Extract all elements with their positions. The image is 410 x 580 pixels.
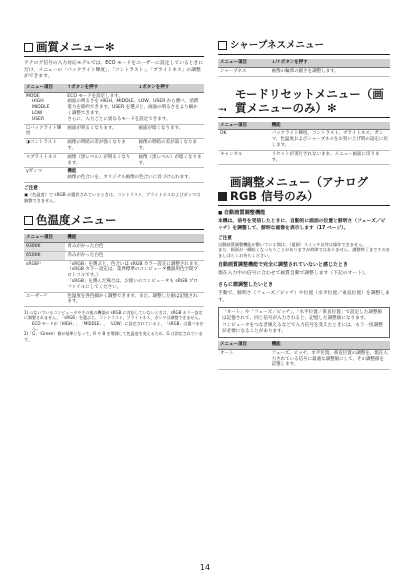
further-heading: さらに微調整したいとき — [218, 281, 274, 288]
table-header-row: メニュー項目 機能 — [24, 234, 204, 242]
gamma-icon: γ — [26, 169, 29, 175]
table-header-row: メニュー項目 ↑ボタンを押す ↓ボタンを押す — [24, 84, 204, 92]
brightness-icon: ☼ — [26, 154, 31, 160]
left-column — [24, 40, 204, 342]
color-temp-table — [24, 234, 204, 307]
table-row: キャンセル リセットが実行されないまま、メニュー画面に戻ります。 — [218, 150, 390, 165]
incomplete-text: 現在入力中の信号に合わせて画質自動で調整します（下記のオート）。 — [218, 271, 370, 277]
sharpness-menu-icon — [218, 41, 227, 50]
picture-menu-icon — [24, 43, 33, 52]
adjust-menu-icon — [218, 192, 227, 201]
picture-note-heading: ご注意 — [24, 185, 38, 191]
table-row: シャープネス 画像の輪郭の鋭さを調整します。 — [218, 67, 390, 76]
sharpness-table — [218, 59, 390, 77]
table-row: MODE HIGH MIDDLE LOW USER ECO モードを設定します。 画面の明るさを HIGH、MIDDLE、LOW、USER から選べ、消費電力を節約できます。USER を選ぶと、画面の明るさをより細かく調整できます。 さらに、入力ごとに異なるモードを設定できます。 — [24, 92, 204, 124]
mode-reset-menu-title: →◂ モードリセットメニュー（画質メニューのみ）✻ — [218, 87, 390, 118]
table-header-row: メニュー項目 機能 — [218, 341, 390, 349]
picture-menu-title: 画質メニュー✻ — [24, 40, 204, 57]
reset-arrows-icon: →◂ — [218, 105, 227, 113]
adjust-note-heading: ご注意 — [218, 235, 232, 241]
contrast-icon: ◑ — [26, 140, 30, 146]
table-row: ユーザー²⁾ 色温度を各色細かく調整できます。また、調整した値は記憶されます。 — [24, 292, 204, 307]
memory-info-box: 「オート」や「フェーズ／ピッチ」、「水平位置／垂直位置」で設定した調整値は記憶されて、同じ信号が入力されると、記憶した調整値になります。 コンピュータをつなぎ換えるなどで入力信号を変えたときには、もう一度調整が必要になることがあります。 — [218, 307, 390, 338]
sharpness-menu-title: シャープネスメニュー — [218, 40, 390, 55]
color-temp-icon: ▣ — [24, 191, 28, 197]
table-row: オート フェーズ、ピッチ、水平位置、垂直位置の調整を、現在入力されている信号に最適な調整値にして、その調整値を記憶します。 — [218, 349, 390, 369]
auto-adjust-text: 本機は、信号を受信したときに、自動的に画面の位置と鮮明さ（フェーズ／ピッチ）を調整して、鮮明な画像を表示します（17 ページ）。 — [218, 219, 386, 231]
table-header-row: メニュー項目 ↓/↑ボタンを押す — [218, 59, 390, 67]
page-number: 14 — [199, 563, 211, 572]
right-column — [218, 40, 390, 373]
table-row: sRGB¹⁾ 「sRGB」を選ぶと、色合いは sRGB カラー設定に調整されます。（sRGB カラー設定は、業界標準のコンピュータ機器用色空間プロトコルです。） 「sRGB」を選んだ場合は、お使いのコンピュータも sRGB プロファイルにしてください。 — [24, 260, 204, 292]
backlight-icon: ☐ — [26, 125, 31, 131]
table-row: ☼ブライトネス 画像（黒レベル）が明るくなります。 画像（黒レベル）が暗くなります。 — [24, 153, 204, 168]
color-temp-menu-icon — [24, 216, 33, 225]
auto-adjust-heading: ■ 自動画質調整機能 — [218, 210, 390, 217]
table-row: ◑コントラスト 画像の明暗の差が強くなります。 画像の明暗の差が弱くなります。 — [24, 139, 204, 154]
adjust-table — [218, 341, 390, 370]
table-row: OK バックライト輝度、コントラスト、ブライトネス、ガンマ、色温度およびシャープネスをお買い上げ時の設定に戻します。 — [218, 130, 390, 150]
color-temp-footnotes: 1) つないでいるコンピュータやその他の機器が sRGB に対応していないときは、sRGB カラー設定に調整されません。「sRGB」を選ぶと、コントラスト、ブライトネス、ガンマは調整できません。 ECO モードが「HIGH」、「MIDDLE」、「LOW」に設定されていると、「sRGB」は選べません。 2)「G」（Green）値が基準となって、R や B を増減して色温度を変えるため、G は固定されています。 — [24, 310, 204, 342]
picture-note: ▣（色温度）で sRGB が選択されているときは、コントラスト、ブライトネスおよびガンマは調整できません。 — [24, 191, 201, 203]
incomplete-heading: 自動画質調整機能で完全に調整されていないと感じたとき — [218, 262, 349, 269]
table-row: γガンマ 機能 画像の色合いを、オリジナル画像の色合いに近づけられます。 — [24, 168, 204, 183]
adjust-note: 自動画質調整機能が動いている間は、（電源）スイッチ以外は操作できません。 また、画面が一瞬暗くなったりことがありますが故障ではありません。調整終了までそのまましばらくお待ちください。 — [218, 241, 390, 258]
table-row: 9300K 青みがかった白色 — [24, 242, 204, 251]
mode-reset-table — [218, 122, 390, 166]
picture-menu-intro: アナログ信号の入力対応モデルでは、ECO モードをユーザーに設定しているときにだけ、メニューの「バックライト輝度」、「コントラスト」、「ブライトネス」の調整ができます。 — [24, 61, 204, 80]
table-row: ☐バックライト輝度 画面が明るくなります。 画面が暗くなります。 — [24, 124, 204, 139]
picture-menu-table — [24, 84, 204, 183]
adjust-menu-title: 画調整メニュー（アナログ RGB 信号のみ） — [218, 175, 390, 206]
further-text: 手動で、鮮明さ（フェーズ／ピッチ）や位置（水平位置／垂直位置）を調整します。 — [218, 290, 390, 303]
color-temp-menu-title: 色温度メニュー — [24, 213, 204, 230]
table-row: 6500K 赤みがかった白色 — [24, 251, 204, 260]
table-header-row: メニュー項目 機能 — [218, 122, 390, 130]
